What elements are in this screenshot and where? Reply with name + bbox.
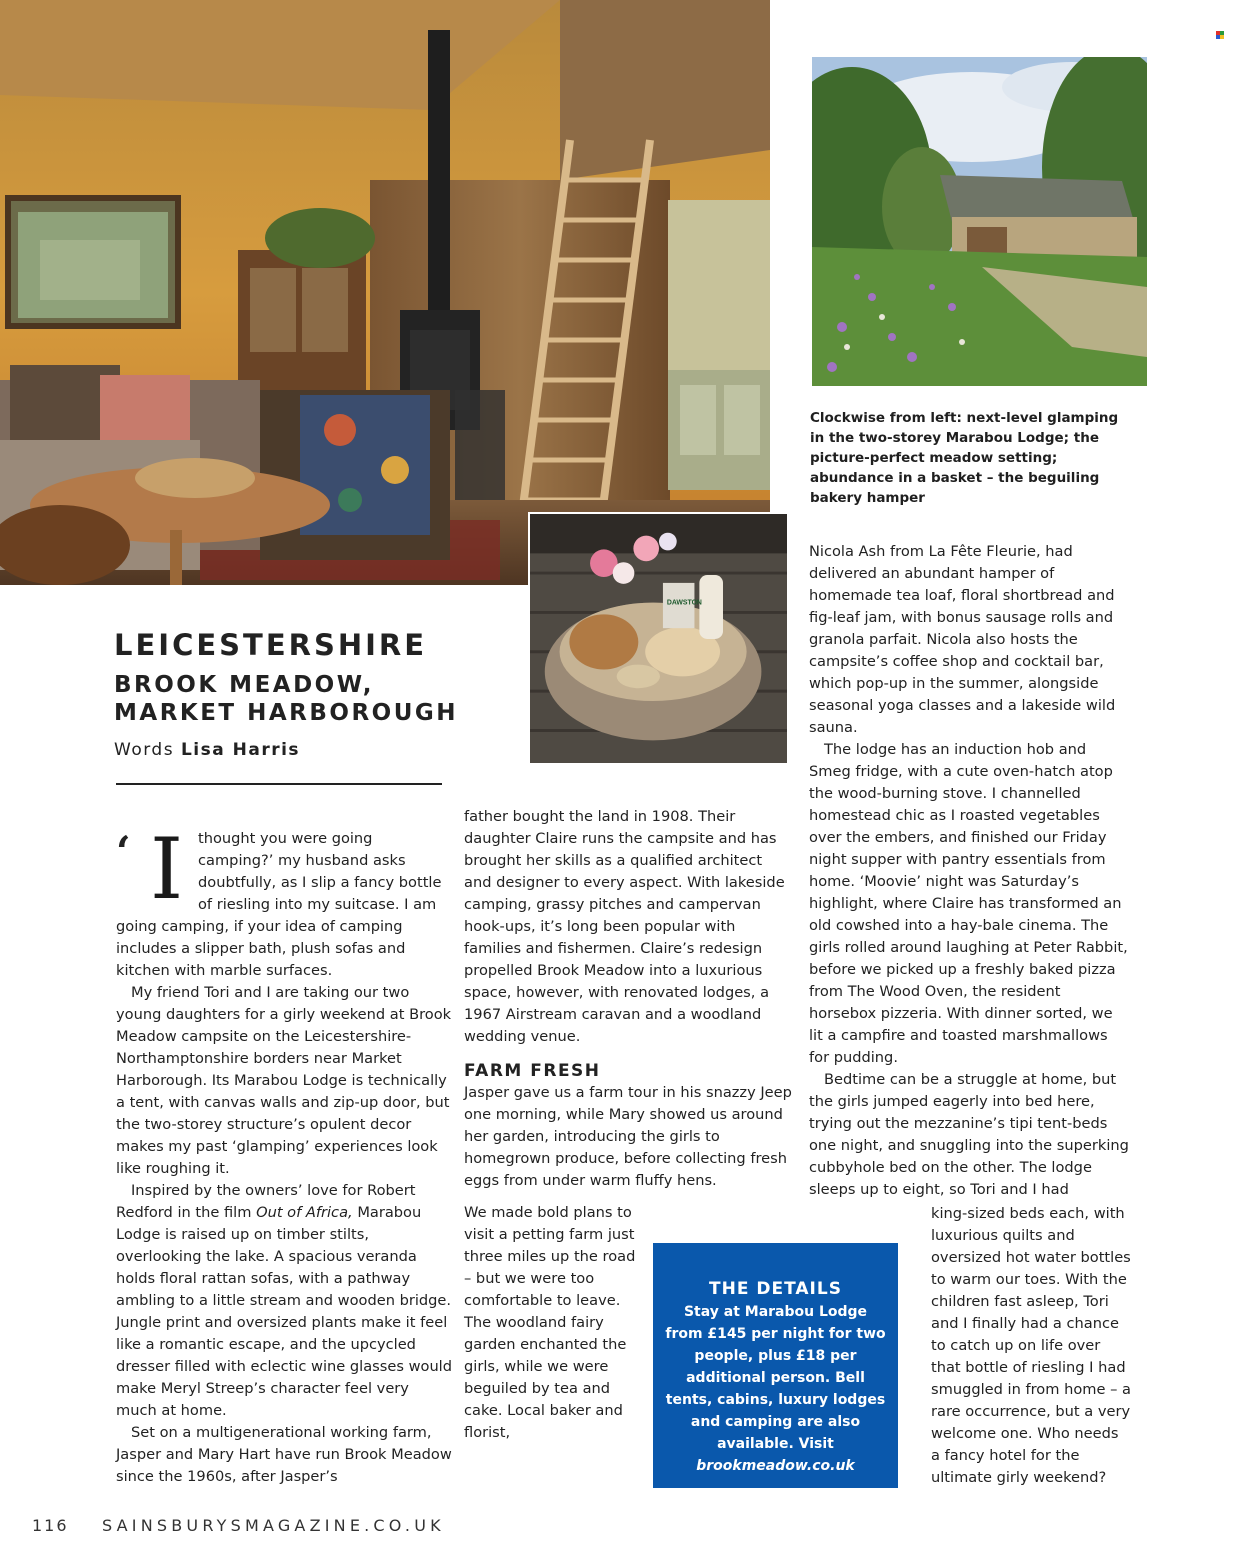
paragraph: [116, 1180, 452, 1422]
paragraph-text: Marabou Lodge is raised up on timber stilts, overlooking the lake. A spacious veranda holds floral rattan sofas, with a pathway ambling to a little stream and wooden bridge. Jungle print and oversized plants make it feel like a romantic escape, and the upcycled dresser filled with eclectic wine glasses would make Meryl Streep’s character feel very much at home.: [116, 1204, 453, 1419]
details-title: THE DETAILS: [709, 1279, 842, 1299]
byline: [114, 740, 300, 760]
place-heading: [114, 671, 494, 727]
page-number: 116: [32, 1516, 69, 1535]
county-heading: LEICESTERSHIRE: [114, 628, 428, 662]
article-column-3: [809, 541, 1131, 1201]
milk-brand-label: DAWSTON: [666, 599, 702, 607]
paragraph: The lodge has an induction hob and Smeg fridge, with a cute oven-hatch atop the wood-burning stove. I channelled homestead chic as I roasted vegetables over the embers, and finished our Friday night supper with pantry essentials from home. ‘Moovie’ night was Saturday’s highlight, where Claire has transformed an old cowshed into a hay-bale cinema. The girls rolled around laughing at Peter Rabbit, before we picked up a freshly baked pizza from The Wood Oven, the resident horsebox pizzeria. With dinner sorted, we lit a campfire and toasted marshmallows for pudding.: [809, 741, 1128, 1066]
paragraph: Set on a multigenerational working farm, Jasper and Mary Hart have run Brook Meadow since the 1960s, after Jasper’s: [116, 1424, 452, 1485]
section-subhead: FARM FRESH: [464, 1061, 601, 1081]
details-url[interactable]: brookmeadow.co.uk: [696, 1458, 855, 1474]
magazine-website: SAINSBURYSMAGAZINE.CO.UK: [102, 1516, 445, 1535]
article-column-1: [116, 820, 453, 1488]
byline-author: Lisa Harris: [180, 740, 301, 760]
bakery-hamper-photo: [528, 512, 789, 765]
article-column-2: [464, 806, 794, 1192]
opening-quote-mark: ‘: [116, 827, 131, 876]
paragraph: thought you were going camping?’ my husband asks doubtfully, as I slip a fancy bottle of riesling into my suitcase. I am going camping, if your idea of camping includes a slipper bath, plush sofas and kitchen with marble surfaces.: [116, 830, 442, 979]
paragraph: father bought the land in 1908. Their daughter Claire runs the campsite and has brought her skills as a qualified architect and designer to every aspect. With lakeside camping, grassy pitches and campervan hook-ups, it’s long been popular with families and fishermen. Claire’s redesign propelled Brook Meadow into a luxurious space, however, with renovated lodges, a 1967 Airstream caravan and a woodland wedding venue.: [464, 808, 785, 1045]
byline-prefix: Words: [114, 740, 175, 760]
corner-colour-mark: [1216, 31, 1224, 39]
paragraph: My friend Tori and I are taking our two young daughters for a girly weekend at Brook Meadow campsite on the Leicestershire-Northamptonshire borders near Market Harborough. Its Marabou Lodge is technically a tent, with canvas walls and zip-up door, but the two-storey structure’s opulent decor makes my past ‘glamping’ experiences look like roughing it.: [116, 984, 452, 1177]
article-column-2-narrow: [464, 1202, 640, 1444]
photo-caption: Clockwise from left: next-level glamping in the two-storey Marabou Lodge; the picture-perfect meadow setting; abundance in a basket – the beguiling bakery hamper: [810, 410, 1119, 506]
paragraph-text: Inspired by the owners’ love for Robert Redford in the film: [116, 1182, 416, 1221]
paragraph: Jasper gave us a farm tour in his snazzy Jeep one morning, while Mary showed us around her garden, introducing the girls to homegrown produce, before collecting fresh eggs from under warm fluffy hens.: [464, 1084, 792, 1189]
film-title: Out of Africa,: [256, 1204, 353, 1221]
details-text: [663, 1301, 888, 1477]
details-body: Stay at Marabou Lodge from £145 per night for two people, plus £18 per additional person. Bell tents, cabins, luxury lodges and camping are also available. Visit: [665, 1304, 886, 1452]
meadow-setting-photo: [812, 57, 1147, 386]
paragraph: king-sized beds each, with luxurious quilts and oversized hot water bottles to warm our toes. With the children fast asleep, Tori and I finally had a chance to catch up on life over that bottle of riesling I had smuggled in from home – a rare occurrence, but a very welcome one. Who needs a fancy hotel for the ultimate girly weekend?: [931, 1205, 1131, 1486]
drop-cap-letter: I: [150, 820, 184, 918]
place-line-1: BROOK MEADOW,: [114, 672, 374, 698]
paragraph: Bedtime can be a struggle at home, but the girls jumped eagerly into bed here, trying out the mezzanine’s tipi tent-beds one night, and snuggling into the superking cubbyhole bed on the other. The lodge sleeps up to eight, so Tori and I had: [809, 1071, 1129, 1198]
lodge-interior-photo: [0, 0, 770, 585]
paragraph: Nicola Ash from La Fête Fleurie, had delivered an abundant hamper of homemade tea loaf, floral shortbread and fig-leaf jam, with bonus sausage rolls and granola parfait. Nicola also hosts the campsite’s coffee shop and cocktail bar, which pop-up in the summer, alongside seasonal yoga classes and a lakeside wild sauna.: [809, 543, 1116, 736]
paragraph: We made bold plans to visit a petting farm just three miles up the road – but we were too comfortable to leave. The woodland fairy garden enchanted the girls, while we were beguiled by tea and cake. Local baker and florist,: [464, 1204, 636, 1441]
article-column-3-narrow: [931, 1203, 1131, 1489]
heading-rule: [116, 783, 442, 785]
drop-cap: [116, 820, 198, 918]
place-line-2: MARKET HARBOROUGH: [114, 700, 459, 726]
details-box: [653, 1243, 898, 1488]
